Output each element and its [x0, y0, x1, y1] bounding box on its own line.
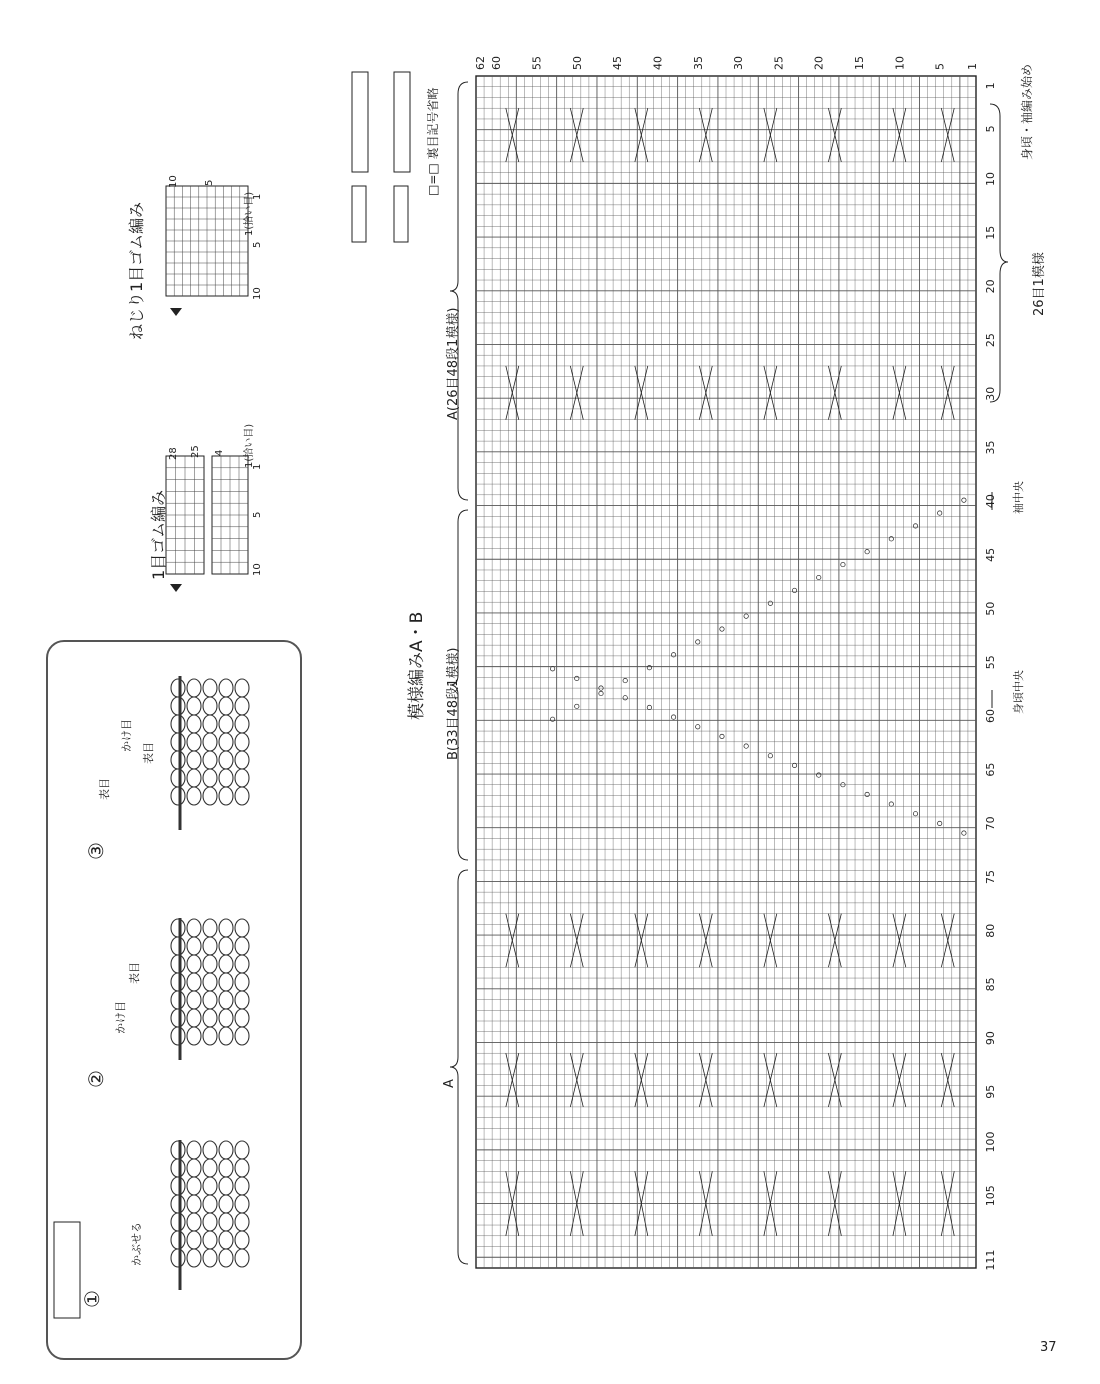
label-start: 身頃・袖編み始め: [1020, 63, 1034, 160]
col-number: 85: [984, 977, 997, 992]
rib2-arrow: [170, 308, 182, 316]
col-number: 65: [984, 762, 997, 777]
label-kakeme: かけ目: [114, 1001, 127, 1034]
legend-purl-note: □=□ 裏目記号省略: [426, 87, 440, 196]
brace-a-bottom: [450, 870, 468, 1264]
label-omoteme-2: 表目: [142, 742, 155, 764]
col-number: 60: [984, 708, 997, 723]
col-number: 5: [984, 125, 997, 133]
col-number: 10: [984, 172, 997, 187]
col-number: 40: [984, 494, 997, 509]
legend-box-2: [394, 72, 410, 172]
rib1-col-1: 1: [252, 463, 263, 470]
label-a-top: A(26目48段1模様): [446, 307, 461, 420]
rib2-title: ねじり1目ゴム編み: [127, 201, 146, 340]
label-sleeve-center: 袖中央: [1012, 481, 1025, 514]
rib2-col-10: 10: [252, 287, 263, 300]
label-omoteme-3: 表目: [98, 778, 111, 800]
col-number: 105: [984, 1185, 997, 1207]
main-chart-title: 模様編みA・B: [407, 611, 427, 720]
rib2-col-1: 1: [252, 193, 263, 200]
label-omoteme: 表目: [128, 962, 141, 984]
col-number: 80: [984, 923, 997, 938]
step-2-label: ②: [84, 1070, 108, 1088]
col-number: 25: [984, 333, 997, 348]
label-kakeme-2: かけ目: [120, 719, 133, 752]
row-number: 10: [893, 56, 907, 70]
step-1-label: ①: [80, 1290, 104, 1308]
page-number: 37: [1040, 1340, 1057, 1355]
col-number: 90: [984, 1031, 997, 1046]
label-b: B(33目48段1模様): [446, 647, 461, 760]
legend-box-4: [394, 186, 408, 242]
row-number: 45: [611, 56, 625, 70]
label-kabuseru: かぶせる: [130, 1222, 143, 1266]
col-number: 35: [984, 440, 997, 455]
row-number: 25: [772, 56, 786, 70]
col-number: 100: [984, 1131, 997, 1153]
row-number: 62: [474, 56, 488, 70]
step-3-label: ③: [84, 842, 108, 860]
rib1-row-25: 25: [190, 445, 201, 458]
col-number: 15: [984, 225, 997, 240]
row-number: 40: [651, 56, 665, 70]
col-number: 95: [984, 1084, 997, 1099]
rib1-row-1: 1(拾い目): [244, 423, 255, 468]
col-number: 111: [984, 1249, 997, 1271]
row-number: 55: [530, 56, 544, 70]
row-number: 5: [933, 63, 947, 70]
illustration-panel: [46, 640, 302, 1360]
col-number: 30: [984, 386, 997, 401]
row-number: 35: [691, 56, 705, 70]
row-number: 1: [965, 63, 979, 70]
label-repeat: 26目1模様: [1032, 252, 1047, 316]
row-number: 60: [490, 56, 504, 70]
rib1-row-4: 4: [214, 449, 225, 456]
brace-a-top: [450, 82, 468, 500]
col-number: 70: [984, 816, 997, 831]
rib2-row-1: 1(拾い目): [244, 191, 255, 236]
col-number: 45: [984, 547, 997, 562]
rib2-row-10: 10: [168, 175, 179, 188]
col-number: 55: [984, 655, 997, 670]
rib1-col-5: 5: [252, 511, 263, 518]
rib1-title: 1目ゴム編み: [149, 489, 168, 580]
row-number: 30: [732, 56, 746, 70]
legend-box-3: [352, 186, 366, 242]
col-number: 1: [984, 82, 997, 90]
row-number: 20: [812, 56, 826, 70]
label-a-bottom: A: [442, 1079, 457, 1088]
rib1-row-28: 28: [168, 447, 179, 460]
rib2-row-5: 5: [204, 179, 215, 186]
col-number: 50: [984, 601, 997, 616]
row-number: 15: [853, 56, 867, 70]
col-number: 20: [984, 279, 997, 294]
legend-box-1: [352, 72, 368, 172]
col-number: 75: [984, 870, 997, 885]
rib1-col-10: 10: [252, 563, 263, 576]
rib2-col-5: 5: [252, 241, 263, 248]
brace-repeat: [990, 104, 1008, 402]
rib1-arrow: [170, 584, 182, 592]
label-body-center: 身頃中央: [1012, 670, 1025, 714]
row-number: 50: [570, 56, 584, 70]
